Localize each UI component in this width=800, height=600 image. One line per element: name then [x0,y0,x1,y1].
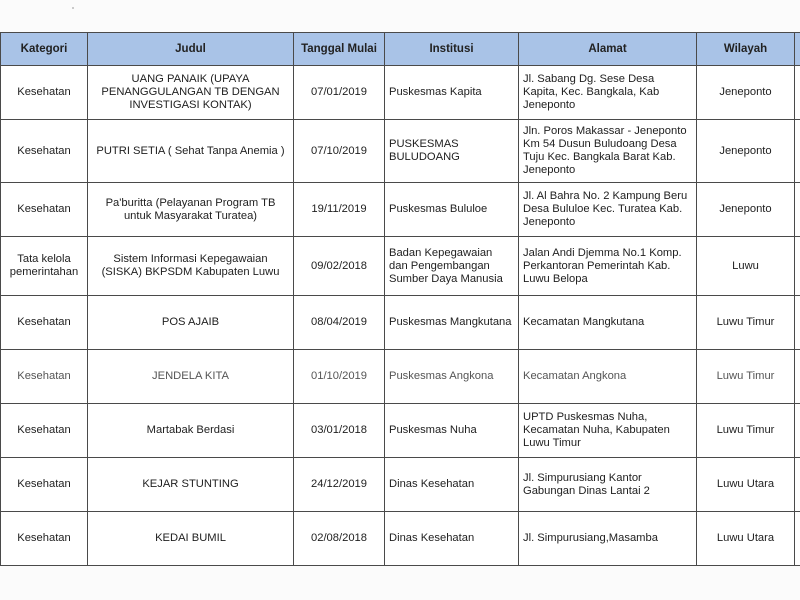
header-tanggal-mulai: Tanggal Mulai [294,33,385,66]
table-row [1,183,800,237]
scan-speck [72,7,74,9]
cell-tanggal: 07/10/2019 [294,120,385,183]
cell-tanggal: 08/04/2019 [294,296,385,350]
cell-institusi: PUSKESMAS BULUDOANG [385,120,519,183]
cell-cut-off [795,120,800,183]
header-alamat: Alamat [519,33,697,66]
cell-tanggal: 02/08/2018 [294,512,385,566]
header-wilayah: Wilayah [697,33,795,66]
cell-cut-off [795,350,800,404]
cell-cut-off [795,237,800,296]
header-cut-off-column [795,33,800,66]
table-row [1,120,800,183]
header-institusi: Institusi [385,33,519,66]
cell-cut-off [795,183,800,237]
cell-judul: PUTRI SETIA ( Sehat Tanpa Anemia ) [88,120,294,183]
cell-kategori: Kesehatan [1,120,88,183]
table-row [1,296,800,350]
table-row [1,237,800,296]
cell-alamat: Jl. Simpurusiang,Masamba [519,512,697,566]
cell-institusi: Puskesmas Mangkutana [385,296,519,350]
cell-judul: JENDELA KITA [88,350,294,404]
table-row [1,350,800,404]
cell-alamat: UPTD Puskesmas Nuha, Kecamatan Nuha, Kabupaten Luwu Timur [519,404,697,458]
cell-kategori: Kesehatan [1,458,88,512]
cell-cut-off [795,458,800,512]
cell-kategori: Kesehatan [1,512,88,566]
cell-judul: Pa'buritta (Pelayanan Program TB untuk Masyarakat Turatea) [88,183,294,237]
cell-tanggal: 24/12/2019 [294,458,385,512]
cell-institusi: Puskesmas Kapita [385,66,519,120]
cell-cut-off [795,296,800,350]
table-row [1,512,800,566]
cell-wilayah: Luwu Timur [697,350,795,404]
cell-tanggal: 19/11/2019 [294,183,385,237]
cell-alamat: Kecamatan Mangkutana [519,296,697,350]
cell-judul: Sistem Informasi Kepegawaian (SISKA) BKPSDM Kabupaten Luwu [88,237,294,296]
cell-judul: KEJAR STUNTING [88,458,294,512]
cell-wilayah: Luwu Timur [697,404,795,458]
cell-institusi: Puskesmas Nuha [385,404,519,458]
cell-wilayah: Jeneponto [697,66,795,120]
header-kategori: Kategori [1,33,88,66]
cell-wilayah: Jeneponto [697,120,795,183]
cell-wilayah: Luwu Utara [697,512,795,566]
header-judul: Judul [88,33,294,66]
cell-alamat: Kecamatan Angkona [519,350,697,404]
cell-alamat: Jl. Sabang Dg. Sese Desa Kapita, Kec. Bangkala, Kab Jeneponto [519,66,697,120]
cell-cut-off [795,512,800,566]
cell-kategori: Kesehatan [1,404,88,458]
cell-institusi: Dinas Kesehatan [385,512,519,566]
cell-wilayah: Luwu [697,237,795,296]
table-header-row [1,33,800,66]
cell-institusi: Badan Kepegawaian dan Pengembangan Sumber Daya Manusia [385,237,519,296]
cell-kategori: Kesehatan [1,296,88,350]
cell-institusi: Puskesmas Bululoe [385,183,519,237]
cell-judul: KEDAI BUMIL [88,512,294,566]
cell-institusi: Dinas Kesehatan [385,458,519,512]
cell-wilayah: Luwu Timur [697,296,795,350]
cell-kategori: Kesehatan [1,183,88,237]
innovation-table [0,32,800,566]
cell-kategori: Kesehatan [1,350,88,404]
cell-cut-off [795,66,800,120]
cell-judul: UANG PANAIK (UPAYA PENANGGULANGAN TB DENGAN INVESTIGASI KONTAK) [88,66,294,120]
cell-cut-off [795,404,800,458]
cell-tanggal: 01/10/2019 [294,350,385,404]
cell-judul: Martabak Berdasi [88,404,294,458]
cell-judul: POS AJAIB [88,296,294,350]
cell-wilayah: Jeneponto [697,183,795,237]
table-row [1,66,800,120]
table-row [1,404,800,458]
cell-kategori: Tata kelola pemerintahan [1,237,88,296]
cell-institusi: Puskesmas Angkona [385,350,519,404]
cell-tanggal: 03/01/2018 [294,404,385,458]
cell-alamat: Jl. Al Bahra No. 2 Kampung Beru Desa Bululoe Kec. Turatea Kab. Jeneponto [519,183,697,237]
cell-alamat: Jl. Simpurusiang Kantor Gabungan Dinas Lantai 2 [519,458,697,512]
cell-alamat: Jln. Poros Makassar - Jeneponto Km 54 Dusun Buludoang Desa Tuju Kec. Bangkala Barat Kab. Jeneponto [519,120,697,183]
table-row [1,458,800,512]
cell-kategori: Kesehatan [1,66,88,120]
cell-alamat: Jalan Andi Djemma No.1 Komp. Perkantoran Pemerintah Kab. Luwu Belopa [519,237,697,296]
cell-tanggal: 07/01/2019 [294,66,385,120]
cell-tanggal: 09/02/2018 [294,237,385,296]
cell-wilayah: Luwu Utara [697,458,795,512]
